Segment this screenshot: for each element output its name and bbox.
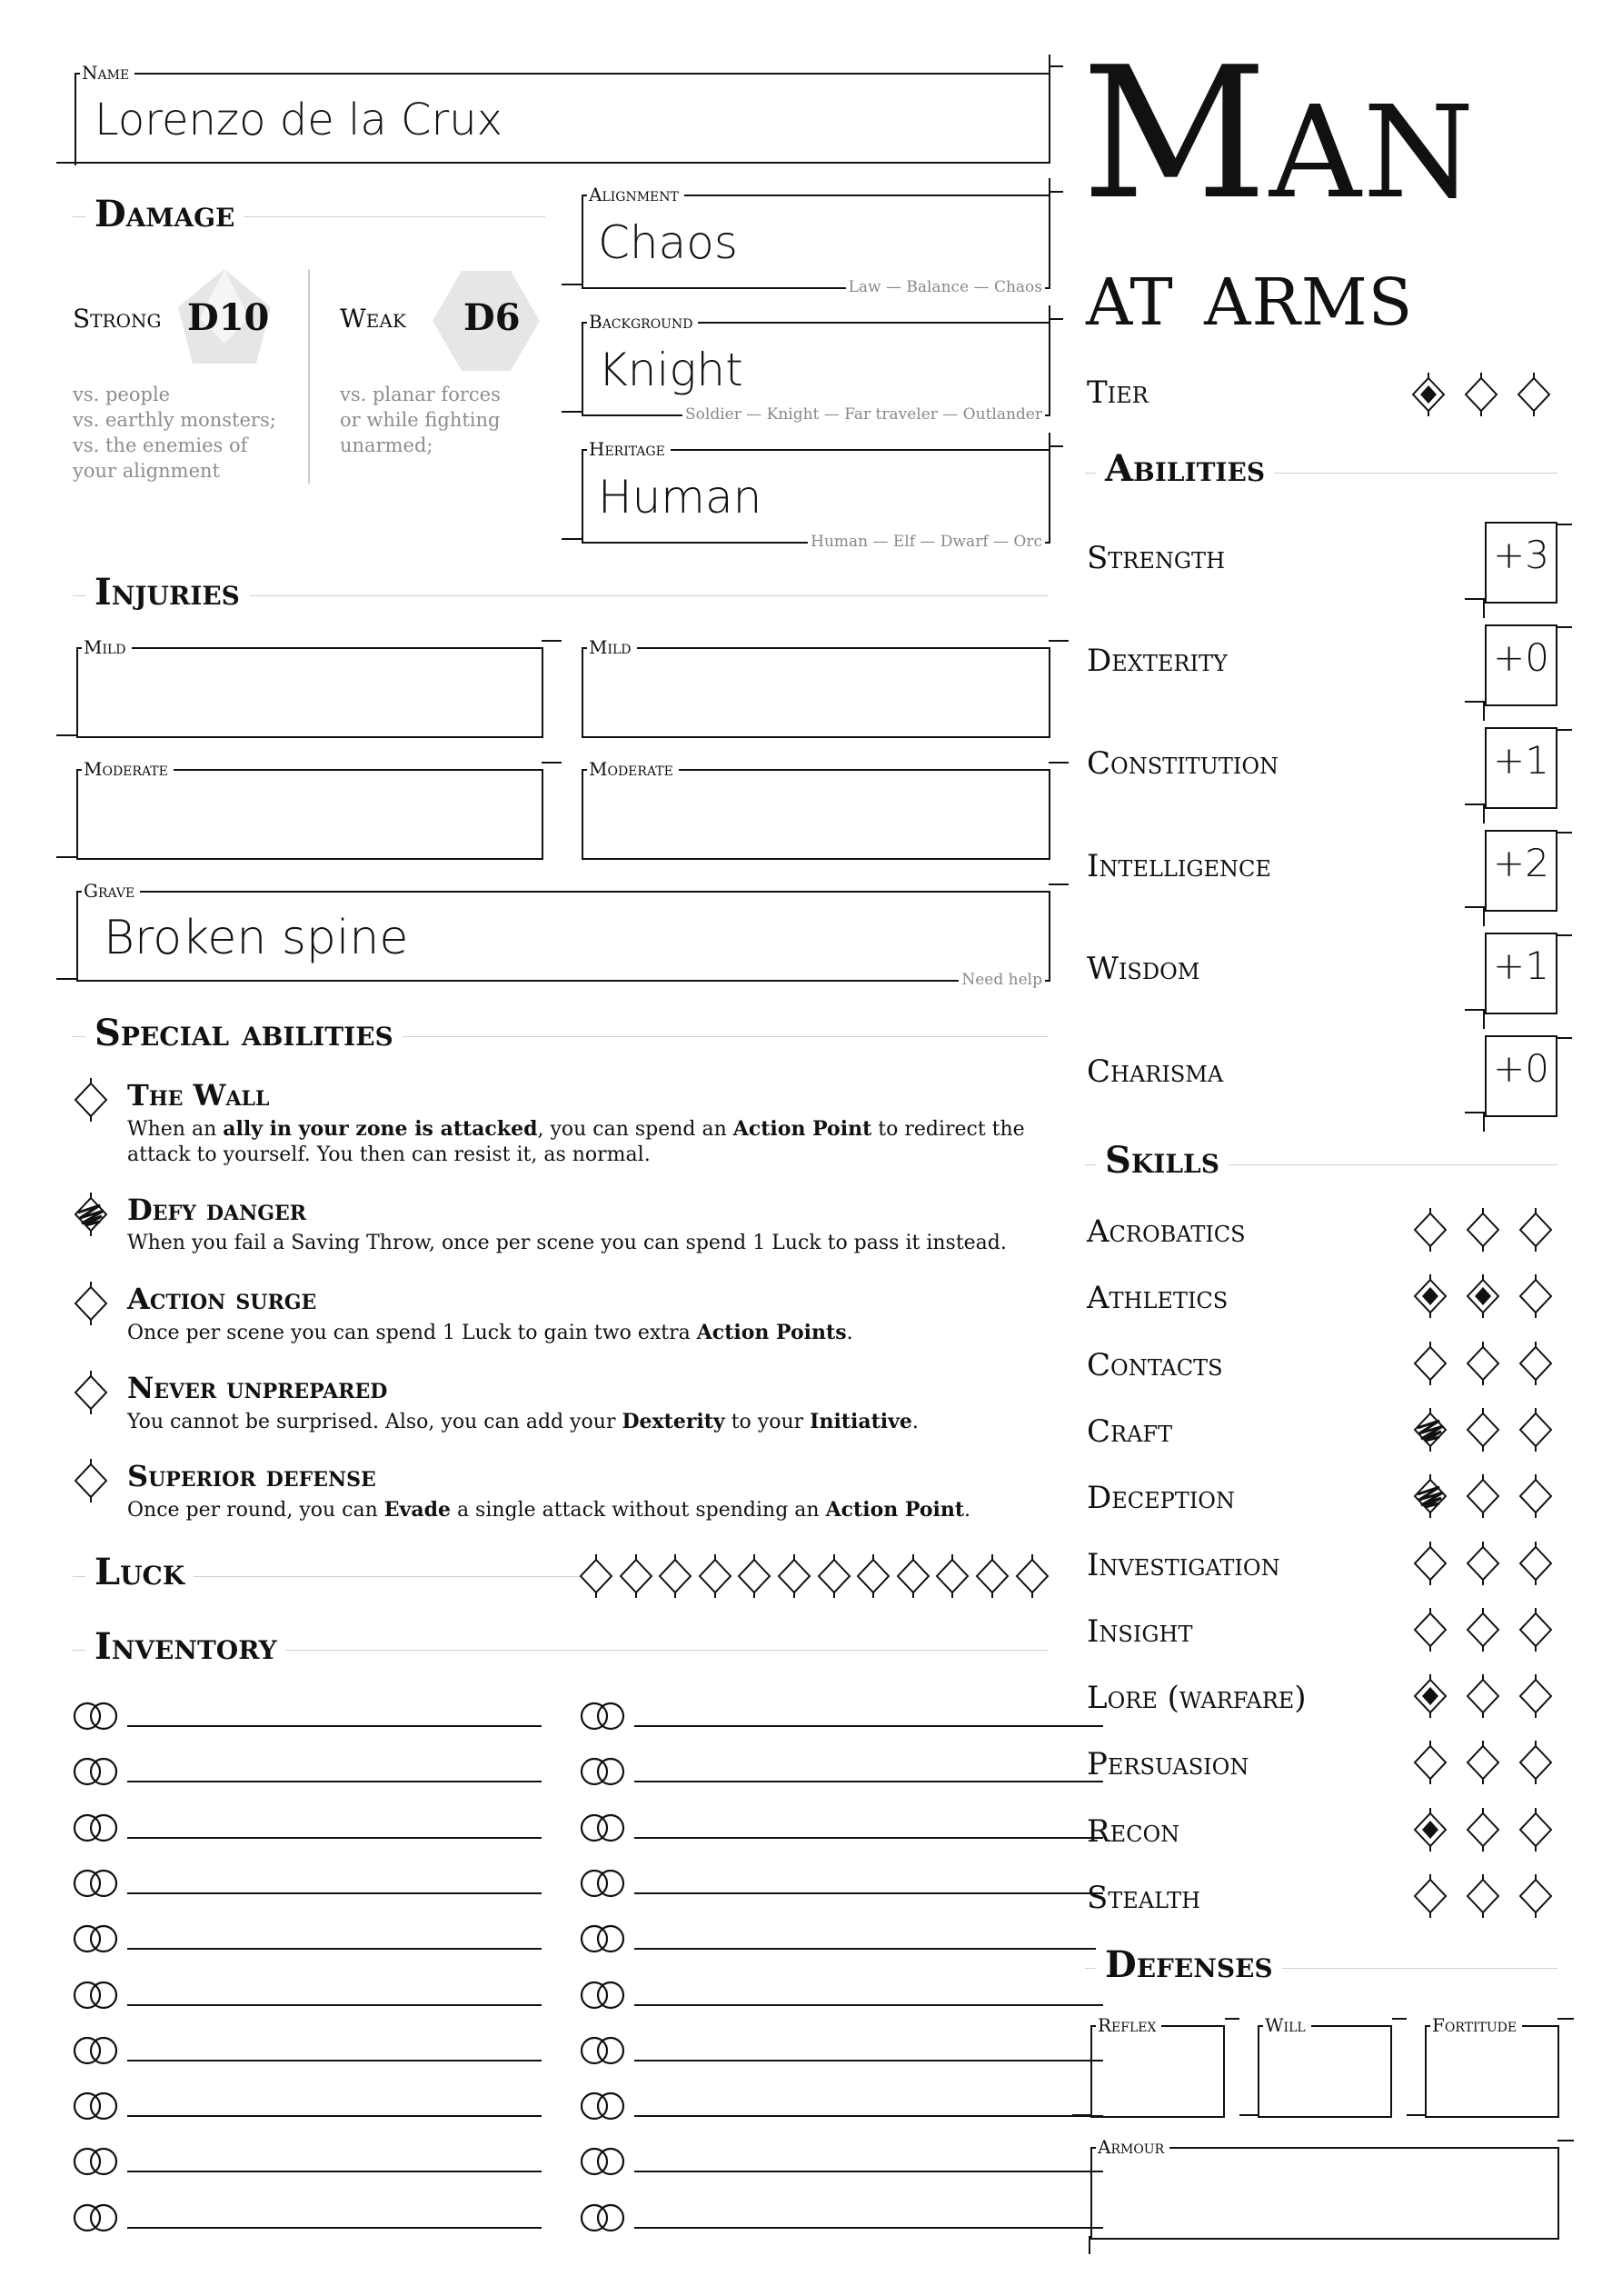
inventory-slot-icon[interactable] <box>73 1979 120 2011</box>
inventory-slot-icon[interactable] <box>73 2145 120 2178</box>
ability-score-value: +3 <box>1493 533 1549 577</box>
moderate-label: Moderate <box>587 758 679 780</box>
background-options: Soldier — Knight — Far traveler — Outlander <box>682 405 1045 424</box>
strong-die: D10 <box>187 296 270 339</box>
strong-notes: vs. people vs. earthly monsters; vs. the enemies of your alignment <box>73 384 276 482</box>
heritage-options: Human — Elf — Dwarf — Orc <box>808 533 1045 551</box>
inventory-item-line[interactable] <box>127 2060 542 2061</box>
ability-score-value: +2 <box>1493 841 1549 885</box>
tick-mark <box>1465 1009 1485 1011</box>
skill-rank-icon[interactable] <box>1518 1274 1554 1318</box>
armour-field[interactable] <box>1090 2136 1559 2240</box>
tick-mark <box>1483 1113 1485 1132</box>
skill-rank-icon[interactable] <box>1412 1542 1448 1585</box>
ability-check-icon[interactable] <box>73 1371 109 1414</box>
inventory-item-line[interactable] <box>127 2004 542 2006</box>
special-ability-name: Defy danger <box>127 1193 307 1227</box>
skill-rank-icon[interactable] <box>1465 1274 1501 1318</box>
inventory-slot-icon[interactable] <box>73 1755 120 1788</box>
inventory-item-line[interactable] <box>634 2004 1103 2006</box>
will-label: Will <box>1263 2014 1311 2036</box>
skill-rank-icon[interactable] <box>1412 1408 1448 1452</box>
inventory-slot-icon[interactable] <box>580 1700 627 1732</box>
inventory-item-line[interactable] <box>127 2171 542 2172</box>
inventory-slot-icon[interactable] <box>73 2201 120 2234</box>
alignment-options: Law — Balance — Chaos <box>846 278 1045 296</box>
luck-diamond-icon[interactable] <box>895 1554 931 1598</box>
inventory-item-line[interactable] <box>634 1781 1103 1782</box>
skill-name: Investigation <box>1087 1546 1280 1583</box>
tick-mark <box>1483 703 1485 721</box>
skill-name: Acrobatics <box>1087 1213 1246 1250</box>
inventory-item-line[interactable] <box>634 1948 1103 1950</box>
skill-rank-icon[interactable] <box>1412 1342 1448 1385</box>
inventory-item-line[interactable] <box>634 2171 1103 2172</box>
grave-value: Broken spine <box>104 911 409 965</box>
special-ability-name: Superior defense <box>127 1459 376 1493</box>
inventory-item-line[interactable] <box>634 2227 1103 2229</box>
skill-rank-icon[interactable] <box>1518 1608 1554 1652</box>
alignment-label: Alignment <box>587 184 684 205</box>
luck-diamond-icon[interactable] <box>974 1554 1010 1598</box>
inventory-slot-icon[interactable] <box>580 2034 627 2067</box>
skills-heading: Skills <box>1096 1139 1229 1182</box>
alignment-field[interactable] <box>582 184 1050 296</box>
luck-diamond-icon[interactable] <box>934 1554 970 1598</box>
mild-label: Mild <box>587 636 637 658</box>
tick-mark <box>1556 832 1572 834</box>
ability-score-box[interactable] <box>1485 1035 1557 1117</box>
moderate-label: Moderate <box>82 758 174 780</box>
ability-score-box[interactable] <box>1485 522 1557 604</box>
mild-label: Mild <box>82 636 132 658</box>
tier-diamond-icon[interactable] <box>1410 373 1447 416</box>
skill-rank-icon[interactable] <box>1518 1674 1554 1718</box>
inventory-item-line[interactable] <box>634 2060 1103 2061</box>
luck-diamond-icon[interactable] <box>697 1554 733 1598</box>
skill-name: Contacts <box>1087 1346 1223 1383</box>
ability-check-icon[interactable] <box>73 1459 109 1502</box>
special-ability-name: Action surge <box>127 1282 317 1316</box>
inventory-item-line[interactable] <box>127 1781 542 1782</box>
inventory-slot-icon[interactable] <box>73 1812 120 1844</box>
ability-score-box[interactable] <box>1485 727 1557 809</box>
mild-injury-2[interactable] <box>582 636 1050 738</box>
ability-check-icon[interactable] <box>73 1078 109 1122</box>
background-label: Background <box>587 311 698 333</box>
inventory-item-line[interactable] <box>127 1892 542 1894</box>
special-ability-description: When an ally in your zone is attacked, you can spend an Action Point to redirect the attack to yourself. You then can resist it, as normal. <box>127 1117 1025 1166</box>
tick-mark <box>1465 598 1485 600</box>
tick-mark <box>1465 1112 1485 1113</box>
inventory-slot-icon[interactable] <box>580 1979 627 2011</box>
inventory-slot-icon[interactable] <box>580 2201 627 2234</box>
moderate-injury-2[interactable] <box>582 758 1050 860</box>
skill-rank-icon[interactable] <box>1465 1874 1501 1918</box>
tick-mark <box>1465 701 1485 703</box>
background-field[interactable] <box>582 311 1050 424</box>
luck-diamond-icon[interactable] <box>776 1554 812 1598</box>
special-ability-name: The Wall <box>127 1078 270 1113</box>
skill-name: Stealth <box>1087 1880 1201 1916</box>
ability-score-value: +1 <box>1493 738 1549 783</box>
inventory-slot-icon[interactable] <box>580 2145 627 2178</box>
skill-name: Recon <box>1087 1812 1180 1850</box>
grave-label: Grave <box>82 880 140 902</box>
reflex-label: Reflex <box>1096 2014 1161 2036</box>
inventory-item-line[interactable] <box>127 1725 542 1727</box>
inventory-slot-icon[interactable] <box>73 2034 120 2067</box>
inventory-item-line[interactable] <box>634 1837 1103 1839</box>
inventory-item-line[interactable] <box>127 2115 542 2117</box>
alignment-value: Chaos <box>598 216 738 269</box>
weak-die: D6 <box>463 296 521 339</box>
luck-diamond-icon[interactable] <box>578 1554 614 1598</box>
skill-rank-icon[interactable] <box>1465 1674 1501 1718</box>
inventory-slot-icon[interactable] <box>580 1867 627 1900</box>
inventory-slot-icon[interactable] <box>580 1755 627 1788</box>
heritage-value: Human <box>598 471 762 524</box>
ability-score-value: +0 <box>1493 1046 1549 1091</box>
ability-name: Intelligence <box>1087 848 1271 884</box>
ability-check-icon[interactable] <box>73 1282 109 1325</box>
name-field[interactable] <box>75 62 1050 164</box>
name-value: Lorenzo de la Crux <box>95 95 503 145</box>
skill-rank-icon[interactable] <box>1465 1342 1501 1385</box>
special-ability-description: When you fail a Saving Throw, once per scene you can spend 1 Luck to pass it instead. <box>127 1232 1007 1254</box>
will-field[interactable] <box>1258 2014 1392 2118</box>
ability-score-box[interactable] <box>1485 624 1557 706</box>
tick-mark <box>1483 908 1485 926</box>
special-ability-description: Once per scene you can spend 1 Luck to gain two extra Action Points. <box>127 1321 853 1344</box>
ability-name: Constitution <box>1087 745 1279 782</box>
special-abilities-heading: Special abilities <box>85 1012 403 1054</box>
skill-name: Insight <box>1087 1612 1193 1650</box>
inventory-item-line[interactable] <box>127 1948 542 1950</box>
moderate-injury-1[interactable] <box>76 758 543 860</box>
class-subtitle: at arms <box>1086 239 1414 347</box>
grave-hint: Need help <box>959 971 1045 989</box>
inventory-item-line[interactable] <box>127 2227 542 2229</box>
fortitude-field[interactable] <box>1425 2014 1559 2118</box>
special-ability-description: Once per round, you can Evade a single attack without spending an Action Point. <box>127 1498 971 1522</box>
inventory-slot-icon[interactable] <box>580 2090 627 2122</box>
abilities-heading: Abilities <box>1096 447 1274 490</box>
grave-injury[interactable] <box>76 880 1050 989</box>
heritage-field[interactable] <box>582 438 1050 551</box>
ability-name: Dexterity <box>1087 643 1228 679</box>
skill-rank-icon[interactable] <box>1412 1808 1448 1852</box>
inventory-slot-icon[interactable] <box>73 1867 120 1900</box>
tier-label: Tier <box>1087 374 1149 411</box>
skill-rank-icon[interactable] <box>1412 1474 1448 1518</box>
tick-mark <box>1483 1011 1485 1029</box>
skill-name: Deception <box>1087 1480 1235 1517</box>
luck-diamond-icon[interactable] <box>657 1554 693 1598</box>
skill-rank-icon[interactable] <box>1412 1874 1448 1918</box>
skill-rank-icon[interactable] <box>1518 1741 1554 1784</box>
skill-rank-icon[interactable] <box>1518 1542 1554 1585</box>
skill-name: Craft <box>1087 1413 1173 1450</box>
skill-rank-icon[interactable] <box>1518 1474 1554 1518</box>
skill-rank-icon[interactable] <box>1412 1741 1448 1784</box>
ability-score-value: +1 <box>1493 943 1549 988</box>
heritage-label: Heritage <box>587 438 671 460</box>
inventory-item-line[interactable] <box>634 1892 1103 1894</box>
tick-mark <box>1556 524 1572 525</box>
inventory-slot-icon[interactable] <box>73 1922 120 1955</box>
skill-name: Lore (warfare) <box>1087 1680 1307 1717</box>
tick-mark <box>1556 1037 1572 1039</box>
name-label: Name <box>80 62 134 84</box>
ability-check-icon[interactable] <box>73 1193 109 1236</box>
inventory-slot-icon[interactable] <box>73 1700 120 1732</box>
tier-diamond-icon[interactable] <box>1516 373 1552 416</box>
inventory-slot-icon[interactable] <box>73 2090 120 2122</box>
skill-rank-icon[interactable] <box>1465 1474 1501 1518</box>
inventory-heading: Inventory <box>85 1625 286 1668</box>
defenses-heading: Defenses <box>1096 1943 1282 1986</box>
skill-rank-icon[interactable] <box>1465 1608 1501 1652</box>
skill-rank-icon[interactable] <box>1412 1674 1448 1718</box>
skill-rank-icon[interactable] <box>1412 1608 1448 1652</box>
mild-injury-1[interactable] <box>76 636 543 738</box>
luck-diamond-icon[interactable] <box>1014 1554 1050 1598</box>
special-ability-name: Never unprepared <box>127 1371 388 1405</box>
skill-rank-icon[interactable] <box>1465 1808 1501 1852</box>
background-value: Knight <box>598 344 743 396</box>
skill-rank-icon[interactable] <box>1465 1408 1501 1452</box>
tick-mark <box>1483 600 1485 618</box>
tick-mark <box>1483 805 1485 824</box>
tier-diamond-icon[interactable] <box>1463 373 1499 416</box>
skill-rank-icon[interactable] <box>1518 1208 1554 1252</box>
fortitude-label: Fortitude <box>1430 2014 1522 2036</box>
luck-diamond-icon[interactable] <box>855 1554 891 1598</box>
ability-name: Strength <box>1087 540 1225 576</box>
tick-mark <box>1556 626 1572 628</box>
ability-score-box[interactable] <box>1485 830 1557 912</box>
skill-rank-icon[interactable] <box>1465 1208 1501 1252</box>
armour-label: Armour <box>1096 2136 1169 2158</box>
damage-heading: Damage <box>85 193 244 235</box>
inventory-item-line[interactable] <box>634 1725 1103 1727</box>
skill-rank-icon[interactable] <box>1412 1208 1448 1252</box>
luck-diamond-icon[interactable] <box>618 1554 654 1598</box>
inventory-slot-icon[interactable] <box>580 1812 627 1844</box>
ability-name: Charisma <box>1087 1053 1224 1090</box>
luck-diamond-icon[interactable] <box>816 1554 852 1598</box>
ability-name: Wisdom <box>1087 951 1200 987</box>
tick-mark <box>1556 934 1572 936</box>
skill-name: Persuasion <box>1087 1746 1249 1783</box>
tick-mark <box>1465 804 1485 805</box>
skill-rank-icon[interactable] <box>1518 1342 1554 1385</box>
special-ability-description: You cannot be surprised. Also, you can add your Dexterity to your Initiative. <box>127 1410 919 1433</box>
reflex-field[interactable] <box>1090 2014 1225 2118</box>
inventory-slot-icon[interactable] <box>580 1922 627 1955</box>
skill-rank-icon[interactable] <box>1518 1408 1554 1452</box>
ability-score-box[interactable] <box>1485 933 1557 1014</box>
injuries-heading: Injuries <box>85 571 249 614</box>
skill-name: Athletics <box>1087 1280 1229 1317</box>
skill-rank-icon[interactable] <box>1518 1874 1554 1918</box>
luck-diamond-icon[interactable] <box>736 1554 772 1598</box>
tick-mark <box>1465 906 1485 908</box>
skill-rank-icon[interactable] <box>1465 1542 1501 1585</box>
inventory-item-line[interactable] <box>127 1837 542 1839</box>
weak-notes: vs. planar forces or while fighting unarmed; <box>340 384 501 456</box>
skill-rank-icon[interactable] <box>1412 1274 1448 1318</box>
ability-score-value: +0 <box>1493 635 1549 680</box>
inventory-item-line[interactable] <box>634 2115 1103 2117</box>
skill-rank-icon[interactable] <box>1518 1808 1554 1852</box>
strong-label: Strong <box>73 304 162 334</box>
luck-heading: Luck <box>85 1551 194 1593</box>
weak-label: Weak <box>340 304 406 334</box>
skill-rank-icon[interactable] <box>1465 1741 1501 1784</box>
class-title: Man <box>1081 28 1477 240</box>
tick-mark <box>1556 729 1572 731</box>
